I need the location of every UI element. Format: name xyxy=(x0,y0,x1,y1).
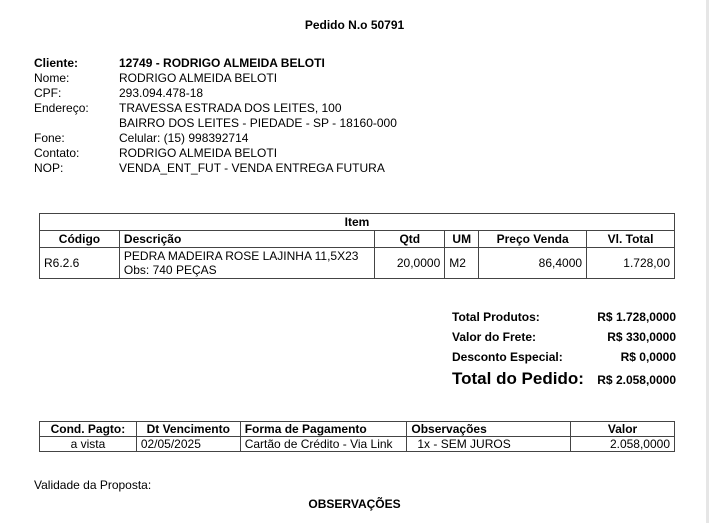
col-dt-vencimento: Dt Vencimento xyxy=(136,422,240,437)
nop-value: VENDA_ENT_FUT - VENDA ENTREGA FUTURA xyxy=(119,161,385,175)
item-descricao: PEDRA MADEIRA ROSE LAJINHA 11,5X23 xyxy=(123,249,359,263)
items-group-header-row xyxy=(40,214,675,231)
col-total: Vl. Total xyxy=(587,231,675,248)
col-observacoes: Observações xyxy=(407,422,571,437)
fone-row xyxy=(34,131,397,146)
valor-frete-value: R$ 330,0000 xyxy=(607,330,676,344)
fone-value: Celular: (15) 998392714 xyxy=(119,131,249,145)
desconto-row xyxy=(452,347,676,367)
nome-label: Nome: xyxy=(34,71,70,85)
items-header-row xyxy=(40,231,675,248)
cliente-row xyxy=(34,56,397,71)
desconto-value: R$ 0,0000 xyxy=(620,350,676,364)
nome-row xyxy=(34,71,397,86)
endereco-value: TRAVESSA ESTRADA DOS LEITES, 100 xyxy=(119,101,342,115)
fone-label: Fone: xyxy=(34,131,65,145)
pay-obs: 1x - SEM JUROS xyxy=(407,437,571,452)
payment-table xyxy=(39,421,675,452)
item-total: 1.728,00 xyxy=(587,248,675,279)
customer-info xyxy=(34,56,397,176)
endereco-row xyxy=(34,101,397,116)
cpf-row xyxy=(34,86,397,101)
items-group-header: Item xyxy=(40,214,675,231)
total-produtos-label: Total Produtos: xyxy=(452,310,540,324)
item-qtd: 20,0000 xyxy=(375,248,445,279)
items-table xyxy=(39,213,675,279)
item-obs: Obs: 740 PEÇAS xyxy=(123,263,217,277)
observacoes-title: OBSERVAÇÕES xyxy=(308,497,401,511)
nop-row xyxy=(34,161,397,176)
bairro-value: BAIRRO DOS LEITES - PIEDADE - SP - 18160-000 xyxy=(119,116,397,130)
col-cond-pagto: Cond. Pagto: xyxy=(40,422,137,437)
total-produtos-value: R$ 1.728,0000 xyxy=(597,310,676,324)
cliente-value: 12749 - RODRIGO ALMEIDA BELOTI xyxy=(119,56,325,70)
endereco-label: Endereço: xyxy=(34,101,89,115)
col-qtd: Qtd xyxy=(375,231,445,248)
totals-block xyxy=(452,307,676,391)
pay-forma: Cartão de Crédito - Via Link xyxy=(240,437,407,452)
total-pedido-value: R$ 2.058,0000 xyxy=(597,373,676,387)
cpf-value: 293.094.478-18 xyxy=(119,86,204,100)
page-title: Pedido N.o 50791 xyxy=(304,18,405,32)
item-um: M2 xyxy=(445,248,479,279)
pay-valor: 2.058,0000 xyxy=(571,437,675,452)
col-preco: Preço Venda xyxy=(479,231,587,248)
total-produtos-row xyxy=(452,307,676,327)
contato-label: Contato: xyxy=(34,146,80,160)
payment-header-row xyxy=(40,422,675,437)
total-pedido-label: Total do Pedido: xyxy=(452,369,584,388)
item-preco: 86,4000 xyxy=(479,248,587,279)
pay-vencimento: 02/05/2025 xyxy=(136,437,240,452)
col-codigo: Código xyxy=(40,231,120,248)
endereco-row-2 xyxy=(34,116,397,131)
col-um: UM xyxy=(445,231,479,248)
contato-row xyxy=(34,146,397,161)
validade-label: Validade da Proposta: xyxy=(34,478,152,492)
nop-label: NOP: xyxy=(34,161,64,175)
table-row xyxy=(40,248,675,279)
col-valor: Valor xyxy=(571,422,675,437)
total-pedido-row xyxy=(452,367,676,391)
item-descricao-cell xyxy=(119,248,374,279)
endereco-label-blank xyxy=(34,116,119,131)
col-forma-pagamento: Forma de Pagamento xyxy=(240,422,407,437)
cliente-label: Cliente: xyxy=(34,56,79,70)
pay-cond: a vista xyxy=(40,437,137,452)
valor-frete-row xyxy=(452,327,676,347)
col-descricao: Descrição xyxy=(119,231,374,248)
valor-frete-label: Valor do Frete: xyxy=(452,330,537,344)
contato-value: RODRIGO ALMEIDA BELOTI xyxy=(119,146,278,160)
item-codigo: R6.2.6 xyxy=(40,248,120,279)
table-row xyxy=(40,437,675,452)
desconto-label: Desconto Especial: xyxy=(452,350,563,364)
nome-value: RODRIGO ALMEIDA BELOTI xyxy=(119,71,278,85)
cpf-label: CPF: xyxy=(34,86,62,100)
